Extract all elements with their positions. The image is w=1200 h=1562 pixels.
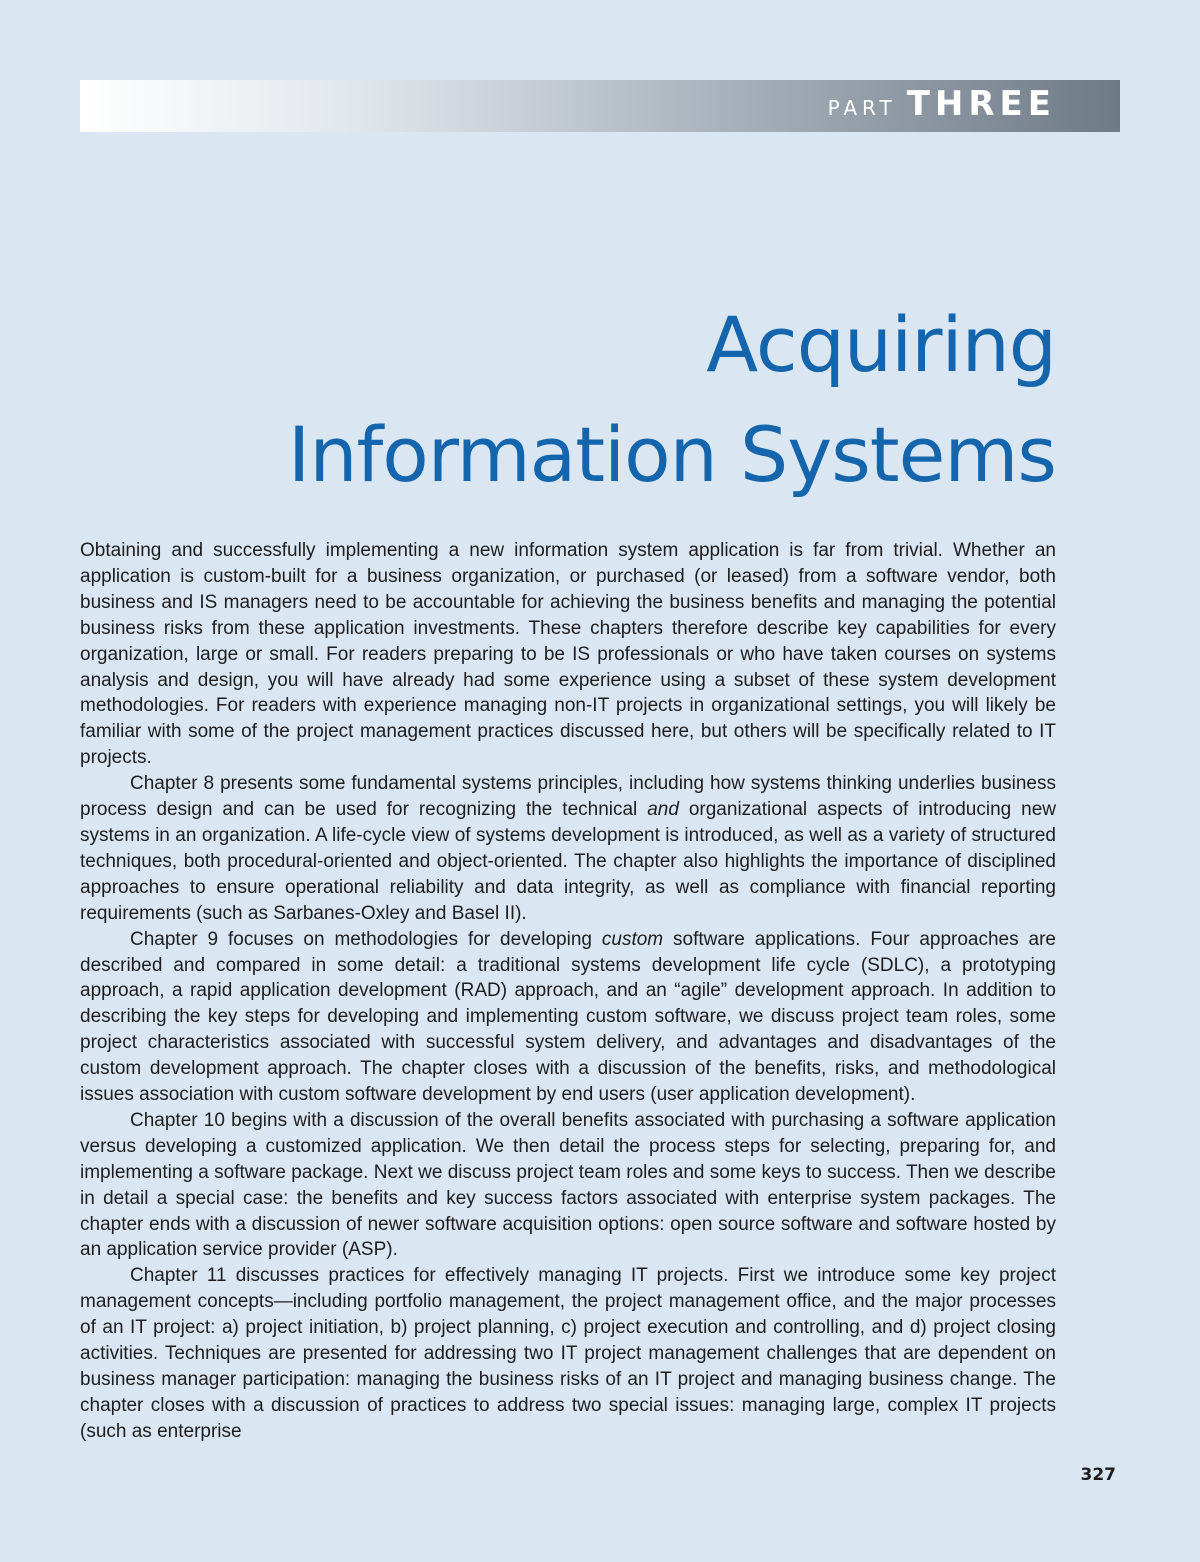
emphasis-text: and	[647, 799, 679, 821]
body-text	[80, 538, 1056, 1445]
part-word: PART	[827, 96, 897, 120]
paragraph-text: Chapter 9 focuses on methodologies for developing	[130, 928, 602, 950]
title-line-2: Information Systems	[287, 410, 1056, 499]
title-line-1: Acquiring	[706, 300, 1056, 389]
paragraph-chapter-9	[80, 927, 1056, 1108]
paragraph-chapter-11: Chapter 11 discusses practices for effectively managing IT projects. First we introduce some key project management concepts—including portfolio management, the project management office, and the major processes of an IT project: a) project initiation, b) project planning, c) project execution and controlling, and d) project closing activities. Techniques are presented for addressing two IT project management challenges that are dependent on business manager participation: managing the business risks of an IT project and managing business change. The chapter closes with a discussion of practices to address two special issues: managing large, complex IT projects (such as enterprise	[80, 1265, 1056, 1442]
paragraph-text: software applications. Four approaches are described and compared in some detail: a traditional systems development life cycle (SDLC), a prototyping approach, a rapid application development (RAD) approach, and an “agile” development approach. In addition to describing the key steps for developing and implementing custom software, we discuss project team roles, some project characteristics associated with successful system delivery, and advantages and disadvantages of the custom development approach. The chapter closes with a discussion of the benefits, risks, and methodological issues association with custom software development by end users (user application development).	[80, 928, 1056, 1106]
paragraph-chapter-8	[80, 771, 1056, 926]
part-header-band	[80, 80, 1120, 132]
emphasis-text: custom	[601, 928, 664, 950]
paragraph-text: Chapter 8 presents some fundamental systems principles, including how systems thinking underlies business process design and can be used for recognizing the technical	[80, 773, 1056, 821]
paragraph-text: organizational aspects of introducing new systems in an organization. A life-cycle view of systems development is introduced, as well as a variety of structured techniques, both procedural-oriented and object-oriented. The chapter also highlights the importance of disciplined approaches to ensure operational reliability and data integrity, as well as compliance with financial reporting requirements (such as Sarbanes-Oxley and Basel II).	[80, 799, 1056, 924]
paragraph-chapter-10: Chapter 10 begins with a discussion of the overall benefits associated with purchasing a software application versus developing a customized application. We then detail the process steps for selecting, preparing for, and implementing a software package. Next we discuss project team roles and some keys to success. Then we describe in detail a special case: the benefits and key success factors associated with enterprise system packages. The chapter ends with a discussion of newer software acquisition options: open source software and software hosted by an application service provider (ASP).	[80, 1109, 1056, 1261]
page-title	[288, 290, 1056, 510]
page-number: 327	[1080, 1465, 1116, 1485]
part-number: THREE	[906, 84, 1056, 124]
paragraph-intro: Obtaining and successfully implementing a new information system application is far from trivial. Whether an application is custom-built for a business organization, or purchased (or leased) from a software vendor, both business and IS managers need to be accountable for achieving the business benefits and managing the potential business risks from these application investments. These chapters therefore describe key capabilities for every organization, large or small. For readers preparing to be IS professionals or who have taken courses on systems analysis and design, you will have already had some experience using a subset of these system development methodologies. For readers with experience managing non-IT projects in organizational settings, you will likely be familiar with some of the project management practices discussed here, but others will be specifically related to IT projects.	[80, 540, 1056, 769]
part-label	[828, 84, 1056, 128]
